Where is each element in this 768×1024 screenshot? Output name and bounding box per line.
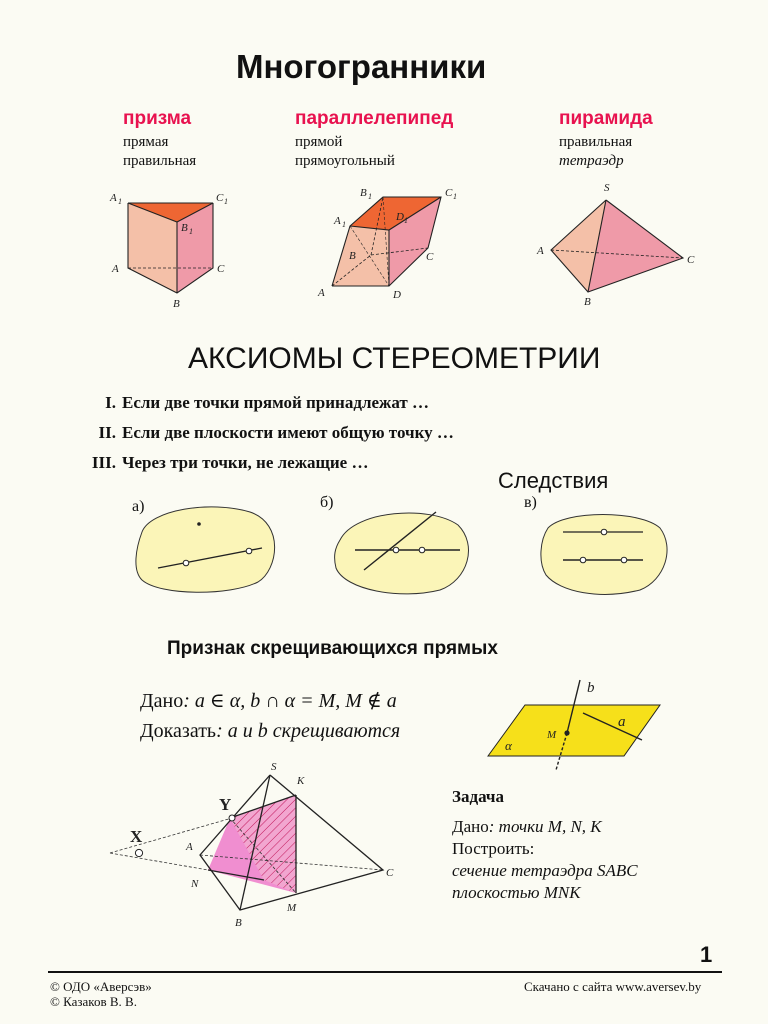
parallelepiped-subtitle-1: прямой [295,134,343,150]
prism-label-b: B [173,298,180,310]
footer-rule [48,971,722,973]
pyramid-subtitle-1: правильная [559,134,633,150]
sec-label-b: B [235,917,242,929]
par-label-c1: C [445,187,453,199]
parallelepiped-heading: параллелепипед [295,108,454,129]
pyr-label-b: B [584,296,591,308]
footer-author: © Казаков В. В. [50,994,137,1009]
par-label-c: C [426,251,434,263]
sec-label-x: X [130,827,143,846]
pyr-label-a: A [537,245,544,257]
prism-label-c1: C [216,192,224,204]
sec-label-s: S [271,761,277,773]
par-label-d: D [393,289,401,301]
page-title: Многогранники [236,48,487,85]
task-line-2: плоскостью MNK [452,883,581,902]
svg-text:1: 1 [453,192,457,201]
sec-label-m: M [287,902,297,914]
skew-heading: Признак скрещивающихся прямых [167,638,498,659]
axiom-1: I. Если две точки прямой принадлежат … [105,393,430,412]
prism-label-a1: A [110,192,117,204]
pyr-label-c: C [687,254,695,266]
sec-label-a: A [186,841,193,853]
consequence-b-label: б) [320,494,334,511]
page-number: 1 [700,942,713,967]
footer-source: Скачано с сайта www.aversev.by [524,979,702,994]
sec-label-n: N [191,878,199,890]
prism-subtitle-2: правильная [123,153,197,169]
prism-label-c: C [217,263,225,275]
task-line-1: сечение тетраэдра SABC [452,861,638,880]
skew-label-b: b [587,680,595,696]
prism-label-b1: B [181,222,188,234]
svg-text:1: 1 [342,220,346,229]
svg-text:1: 1 [368,192,372,201]
skew-prove: Доказать: a и b скрещиваются [140,720,401,742]
axiom-2: II. Если две плоскости имеют общую точку … [98,423,454,442]
consequence-v-label: в) [524,494,537,511]
skew-label-alpha: α [505,738,512,753]
pyr-label-s: S [604,182,610,194]
parallelepiped-subtitle-2: прямоугольный [295,153,395,169]
skew-label-a: a [618,714,626,730]
task-build: Построить: [452,839,535,858]
consequence-a-label: а) [132,498,145,515]
par-label-b: B [349,250,356,262]
skew-label-m: M [547,729,557,741]
consequences-label: Следствия [498,468,609,493]
footer-publisher: © ОДО «Аверсэв» [50,979,152,994]
prism-subtitle-1: прямая [123,134,169,150]
svg-text:1: 1 [404,216,408,225]
sec-label-y: Y [219,795,232,814]
svg-text:1: 1 [224,197,228,206]
skew-given: Дано: a ∈ α, b ∩ α = M, M ∉ a [140,690,397,712]
prism-heading: призма [123,108,192,129]
task-given: Дано: точки M, N, K [452,817,602,836]
par-label-b1: B [360,187,367,199]
pyramid-heading: пирамида [559,108,653,129]
par-label-d1: D [396,211,404,223]
pyramid-subtitle-2: тетраэдр [559,153,624,169]
axiom-3: III. Через три точки, не лежащие … [91,453,369,472]
par-label-a1: A [334,215,341,227]
prism-label-a: A [112,263,119,275]
svg-text:1: 1 [189,227,193,236]
task-heading: Задача [452,787,504,806]
sec-label-k: K [297,775,305,787]
sec-label-c: C [386,867,394,879]
par-label-a: A [318,287,325,299]
svg-text:1: 1 [118,197,122,206]
axioms-heading: АКСИОМЫ СТЕРЕОМЕТРИИ [188,342,601,375]
